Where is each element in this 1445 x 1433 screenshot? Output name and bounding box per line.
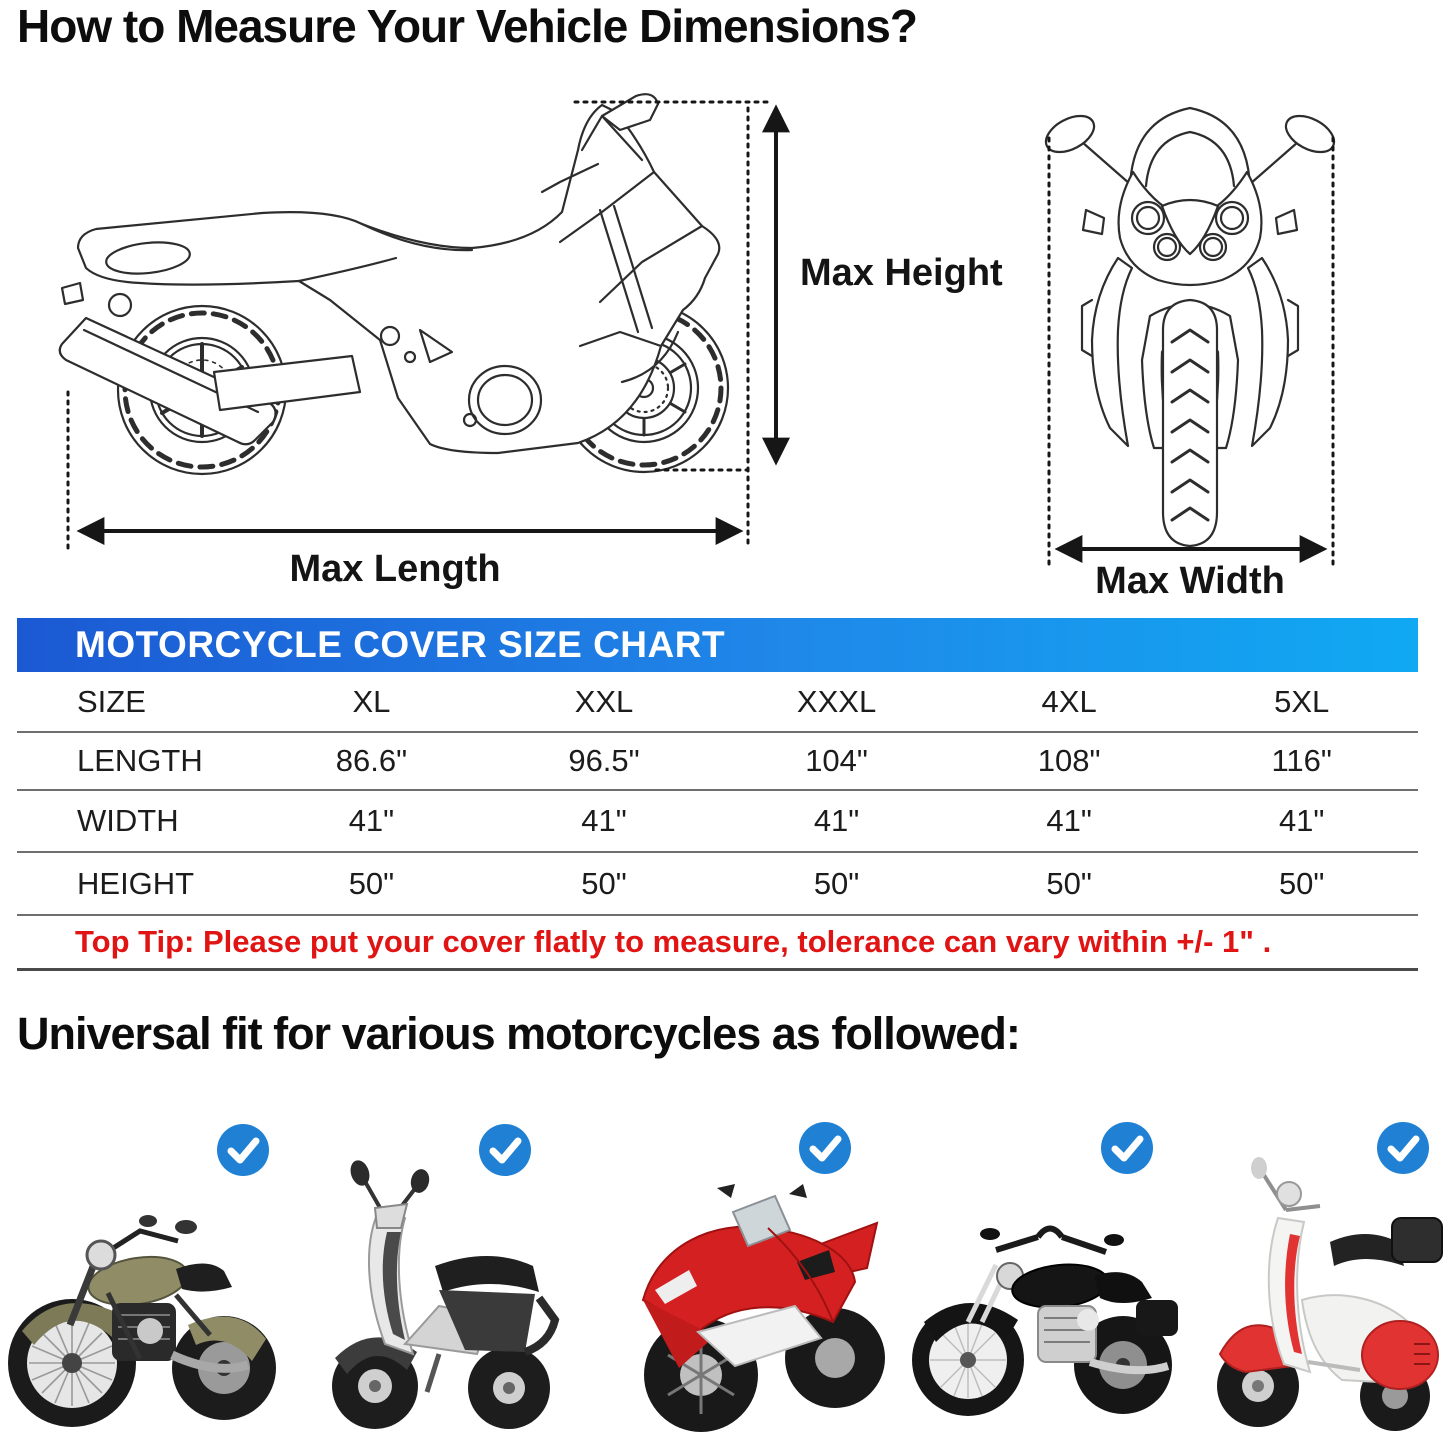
table-cell: 41" xyxy=(813,803,860,838)
table-cell: LENGTH xyxy=(77,743,203,778)
size-chart-title: MOTORCYCLE COVER SIZE CHART xyxy=(75,624,726,665)
table-cell: 50" xyxy=(1046,865,1092,901)
max-length-label: Max Length xyxy=(289,548,501,590)
table-cell: 96.5" xyxy=(568,743,640,778)
table-row-size xyxy=(17,672,1418,731)
table-cell: 41" xyxy=(1278,803,1325,838)
cruiser-motorcycle-olive-photo xyxy=(0,1163,290,1433)
table-cell: 41" xyxy=(348,803,395,838)
table-cell: 108" xyxy=(1037,743,1101,778)
table-row-height xyxy=(17,851,1418,914)
table-cell: 41" xyxy=(1046,803,1092,838)
size-chart-table xyxy=(17,618,1418,971)
table-cell: 50" xyxy=(1278,865,1325,901)
cruiser-motorcycle-black-photo xyxy=(888,1180,1188,1433)
table-cell: 86.6" xyxy=(335,743,408,778)
max-height-label: Max Height xyxy=(800,252,1003,294)
table-cell: SIZE xyxy=(77,683,146,719)
table-tip-row xyxy=(17,914,1418,968)
table-cell: HEIGHT xyxy=(77,865,195,901)
table-cell: 50" xyxy=(348,865,395,901)
max-width-label: Max Width xyxy=(1095,560,1285,602)
motorcycle-side-view-drawing xyxy=(60,94,728,474)
table-cell: 50" xyxy=(813,865,860,901)
table-cell: 4XL xyxy=(1041,683,1097,719)
table-cell: 41" xyxy=(581,803,627,838)
table-cell: 104" xyxy=(805,743,868,778)
universal-fit-heading: Universal fit for various motorcycles as followed: xyxy=(17,1008,1020,1059)
table-cell: 50" xyxy=(581,865,627,901)
page-title: How to Measure Your Vehicle Dimensions? xyxy=(17,0,917,52)
check-icon xyxy=(1101,1122,1153,1174)
table-cell: WIDTH xyxy=(77,803,179,838)
motorcycle-front-view-drawing xyxy=(1040,108,1340,546)
table-row-width xyxy=(17,789,1418,851)
table-cell: XL xyxy=(352,683,391,719)
table-row-length xyxy=(17,731,1418,789)
table-cell: 5XL xyxy=(1274,683,1330,719)
top-tip-text: Top Tip: Please put your cover flatly to measure, tolerance can vary within +/- 1" . xyxy=(75,924,1272,959)
measurement-diagram xyxy=(0,60,1445,620)
size-chart-header-bar xyxy=(17,618,1418,672)
table-cell: XXL xyxy=(574,683,634,719)
table-cell: 116" xyxy=(1271,743,1332,778)
sport-bike-red-photo xyxy=(583,1150,903,1433)
vespa-scooter-red-white-photo xyxy=(1190,1148,1445,1433)
scooter-gray-photo xyxy=(287,1148,587,1433)
table-cell: XXXL xyxy=(796,683,877,719)
